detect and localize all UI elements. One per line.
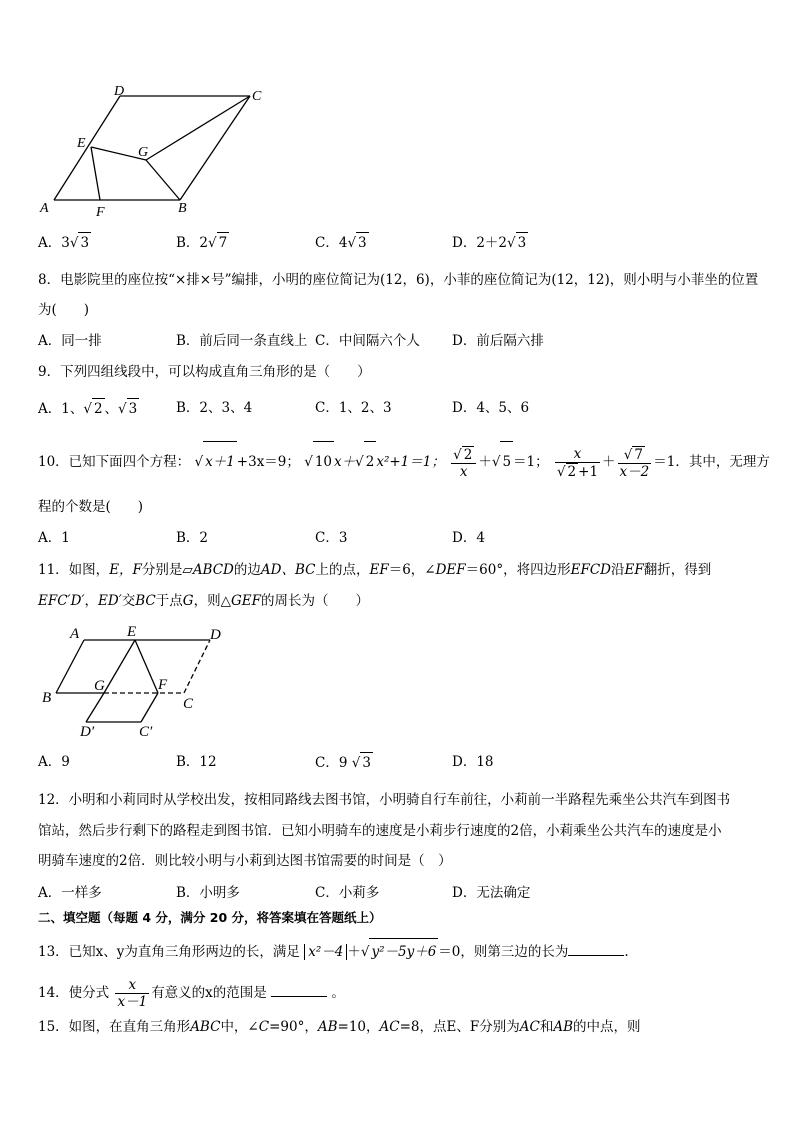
q10-option-a: A．1: [38, 530, 70, 546]
label-e: E: [77, 136, 86, 151]
q8-option-d: D．前后隔六排: [452, 333, 544, 349]
q11-stem-line1: 11．如图，E，F分别是▱ABCD的边AD、BC上的点，EF＝6，∠DEF＝60°，将四边形EFCD沿EF翻折，得到: [38, 562, 712, 578]
q8-stem-line1: 8．电影院里的座位按“×排×号”编排，小明的座位简记为(12，6)，小菲的座位简记为(12，12)，则小明与小菲坐的位置: [38, 272, 759, 288]
q14-answer-blank[interactable]: [271, 982, 327, 997]
q9-option-b: B．2、3、4: [176, 400, 253, 416]
q12-option-c: C．小莉多: [315, 885, 380, 901]
label-c: C: [183, 696, 194, 712]
label-d-prime: D′: [80, 724, 95, 740]
label-d: D: [114, 84, 125, 99]
q13-stem: 13．已知x、y为直角三角形两边的长，满足 x²－4 ＋√ y²－5y＋6 ＝0，则第三边的长为 .: [38, 938, 629, 965]
label-f: F: [96, 205, 105, 220]
label-b: B: [42, 690, 52, 706]
q11-option-c: C．9 √ 3: [315, 752, 373, 773]
q7-option-b: B．2√ 7: [176, 232, 229, 253]
q11-stem-line2: EFC′D′，ED′交BC于点G，则△GEF的周长为（ ）: [38, 593, 369, 609]
q7-option-c: C．4√ 3: [315, 232, 369, 253]
q12-option-d: D．无法确定: [452, 885, 531, 901]
q8-option-b: B．前后同一条直线上: [176, 333, 308, 349]
q9-option-d: D．4、5、6: [452, 400, 530, 416]
q8-option-c: C．中间隔六个人: [315, 333, 420, 349]
label-a: A: [40, 201, 49, 216]
q12-stem-line2: 馆站，然后步行剩下的路程走到图书馆．已知小明骑车的速度是小莉步行速度的2倍，小莉乘坐公共汽车的速度是小: [38, 823, 722, 839]
q14-stem: 14．使分式 $\frac{x}{x-1}$ 有意义的x的范围是 。: [38, 977, 345, 1010]
q7-option-a: A．3√ 3: [38, 232, 91, 253]
q10-stem-line2: 程的个数是( ): [38, 499, 144, 515]
q12-option-b: B．小明多: [176, 885, 240, 901]
q12-option-a: A．一样多: [38, 885, 102, 901]
q10-option-d: D．4: [452, 530, 485, 546]
label-a: A: [70, 626, 80, 642]
label-f: F: [158, 677, 168, 693]
q12-stem-line1: 12．小明和小莉同时从学校出发，按相同路线去图书馆，小明骑自行车前往，小莉前一半路程先乘坐公共汽车到图书: [38, 792, 731, 808]
figure-parallelogram-1: [30, 78, 280, 223]
q11-option-d: D．18: [452, 754, 494, 770]
label-c: C: [252, 89, 262, 104]
q13-answer-blank[interactable]: [568, 941, 624, 956]
q9-option-a: A．1、√ 2 、√ 3: [38, 398, 139, 419]
section-heading: 二、填空题（每题 4 分，满分 20 分，将答案填在答题纸上）: [38, 910, 382, 925]
label-g: G: [138, 145, 149, 160]
q9-stem: 9．下列四组线段中，可以构成直角三角形的是（ ）: [38, 364, 371, 380]
q10-stem-line1: 10．已知下面四个方程： √ x＋1 +3x＝9； √ 10 x＋√ 2 x²+1＝1； √ $\frac{2}{x}$ ＋√ 5 ＝1； x √ 2 +1 ＋ √ $\frac{7}{x-2}$ ＝1．其中，无理方: [38, 441, 770, 482]
label-c-prime: C′: [139, 724, 153, 740]
q10-option-b: B．2: [176, 530, 209, 546]
q8-option-a: A．同一排: [38, 333, 102, 349]
q11-option-a: A．9: [38, 754, 70, 770]
q15-stem: 15．如图，在直角三角形ABC中，∠C=90°，AB=10，AC=8，点E、F分别为AC和AB的中点，则: [38, 1019, 641, 1035]
label-e: E: [127, 624, 137, 640]
label-b: B: [178, 201, 187, 216]
label-g: G: [94, 678, 105, 694]
label-d: D: [210, 627, 221, 643]
q9-option-c: C．1、2、3: [315, 400, 392, 416]
q11-option-b: B．12: [176, 754, 217, 770]
q7-option-d: D．2＋2√ 3: [452, 232, 528, 253]
q8-stem-line2: 为( ): [38, 302, 90, 318]
q12-stem-line3: 明骑车速度的2倍．则比较小明与小莉到达图书馆需要的时间是（ ）: [38, 853, 452, 869]
q10-option-c: C．3: [315, 530, 348, 546]
figure-fold-2: [36, 618, 236, 742]
